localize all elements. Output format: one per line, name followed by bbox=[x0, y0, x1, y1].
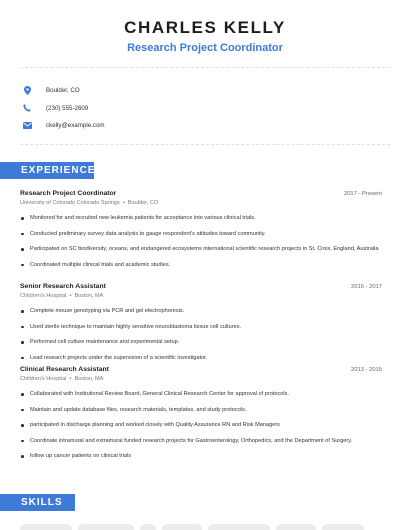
list-item: Coordinate intramural and extramural funded research projects for Gastroenterology, Orthopedics, and the Department of Surgery. bbox=[20, 437, 382, 446]
job-organization: University of Colorado Colorado Springs • Boulder, CO bbox=[20, 200, 159, 206]
divider bbox=[20, 144, 390, 145]
contact-location bbox=[20, 82, 390, 98]
list-item: Complete mouse genotyping via PCR and gel electrophoresis. bbox=[20, 307, 382, 316]
job-dates: 2017 - Present bbox=[343, 191, 382, 197]
skill-tag bbox=[322, 524, 364, 530]
phone-icon bbox=[22, 103, 32, 113]
list-item: Used sterile technique to maintain highly sensitive neuroblastoma tissue cell cultures. bbox=[20, 323, 382, 332]
job-location: Boulder, CO bbox=[127, 200, 159, 206]
job-employer: Children's Hospital bbox=[20, 376, 67, 382]
candidate-title: Research Project Coordinator bbox=[127, 42, 283, 54]
job-dates: 2013 - 2015 bbox=[351, 367, 382, 373]
job-bullets bbox=[20, 214, 382, 270]
job-title: Senior Research Assistant bbox=[20, 283, 106, 290]
skill-tag bbox=[208, 524, 270, 530]
map-pin-icon bbox=[22, 85, 32, 95]
list-item: participated in discharge planning and worked closely with Quality Assurance RN and Risk Managers bbox=[20, 421, 382, 430]
job-entry bbox=[20, 366, 382, 468]
list-item: Performed cell culture maintenance and experimental setup. bbox=[20, 338, 382, 347]
job-title: Clinical Research Assistant bbox=[20, 366, 109, 373]
location-text: Boulder, CO bbox=[46, 86, 80, 94]
list-item: Collaborated with Institutional Review Board, General Clinical Research Center for approval of protocols. bbox=[20, 390, 382, 399]
job-employer: Children's Hospital bbox=[20, 293, 67, 299]
phone-text: (230) 555-2609 bbox=[46, 104, 89, 112]
list-item: follow up cancer patients on clinical trials bbox=[20, 452, 382, 461]
contact-email bbox=[20, 117, 390, 133]
job-bullets bbox=[20, 390, 382, 461]
job-organization: Children's Hospital • Boston, MA bbox=[20, 376, 104, 382]
skill-tag bbox=[78, 524, 134, 530]
contact-phone bbox=[20, 100, 390, 116]
job-organization: Children's Hospital • Boston, MA bbox=[20, 293, 104, 299]
job-title: Research Project Coordinator bbox=[20, 190, 117, 197]
divider bbox=[20, 67, 390, 68]
section-heading-experience: EXPERIENCE bbox=[0, 162, 94, 179]
list-item: Lead research projects under the supervision of a scientific investigator. bbox=[20, 354, 382, 363]
skill-tag bbox=[276, 524, 316, 530]
list-item: Coordinated multiple clinical trials and academic studies. bbox=[20, 261, 382, 270]
list-item: Monitored for and recruited new leukemia patients for acceptance into various clinical trials. bbox=[20, 214, 382, 223]
envelope-icon bbox=[22, 120, 32, 130]
skill-tag bbox=[162, 524, 202, 530]
email-text[interactable]: ckelly@example.com bbox=[46, 121, 105, 129]
resume-header bbox=[0, 18, 410, 55]
job-bullets bbox=[20, 307, 382, 363]
candidate-name: CHARLES KELLY bbox=[124, 18, 286, 37]
job-location: Boston, MA bbox=[74, 293, 104, 299]
skill-tag bbox=[140, 524, 156, 530]
list-item: Maintain and update database files, research materials, templates, and study protocols. bbox=[20, 406, 382, 415]
job-entry bbox=[20, 283, 382, 369]
skills-list bbox=[20, 524, 364, 530]
section-heading-skills: SKILLS bbox=[0, 494, 75, 511]
job-location: Boston, MA bbox=[74, 376, 104, 382]
job-entry bbox=[20, 190, 382, 276]
skill-tag bbox=[20, 524, 72, 530]
list-item: Conducted preliminary survey data analysis to gauge respondent's attitudes toward community. bbox=[20, 230, 382, 239]
job-dates: 2016 - 2017 bbox=[351, 284, 382, 290]
job-employer: University of Colorado Colorado Springs bbox=[20, 200, 120, 206]
list-item: Participated on SC biodiversity, oceans, and endangered ecosystems international scientific research projects in St. Croix, England, Australia bbox=[20, 245, 382, 254]
